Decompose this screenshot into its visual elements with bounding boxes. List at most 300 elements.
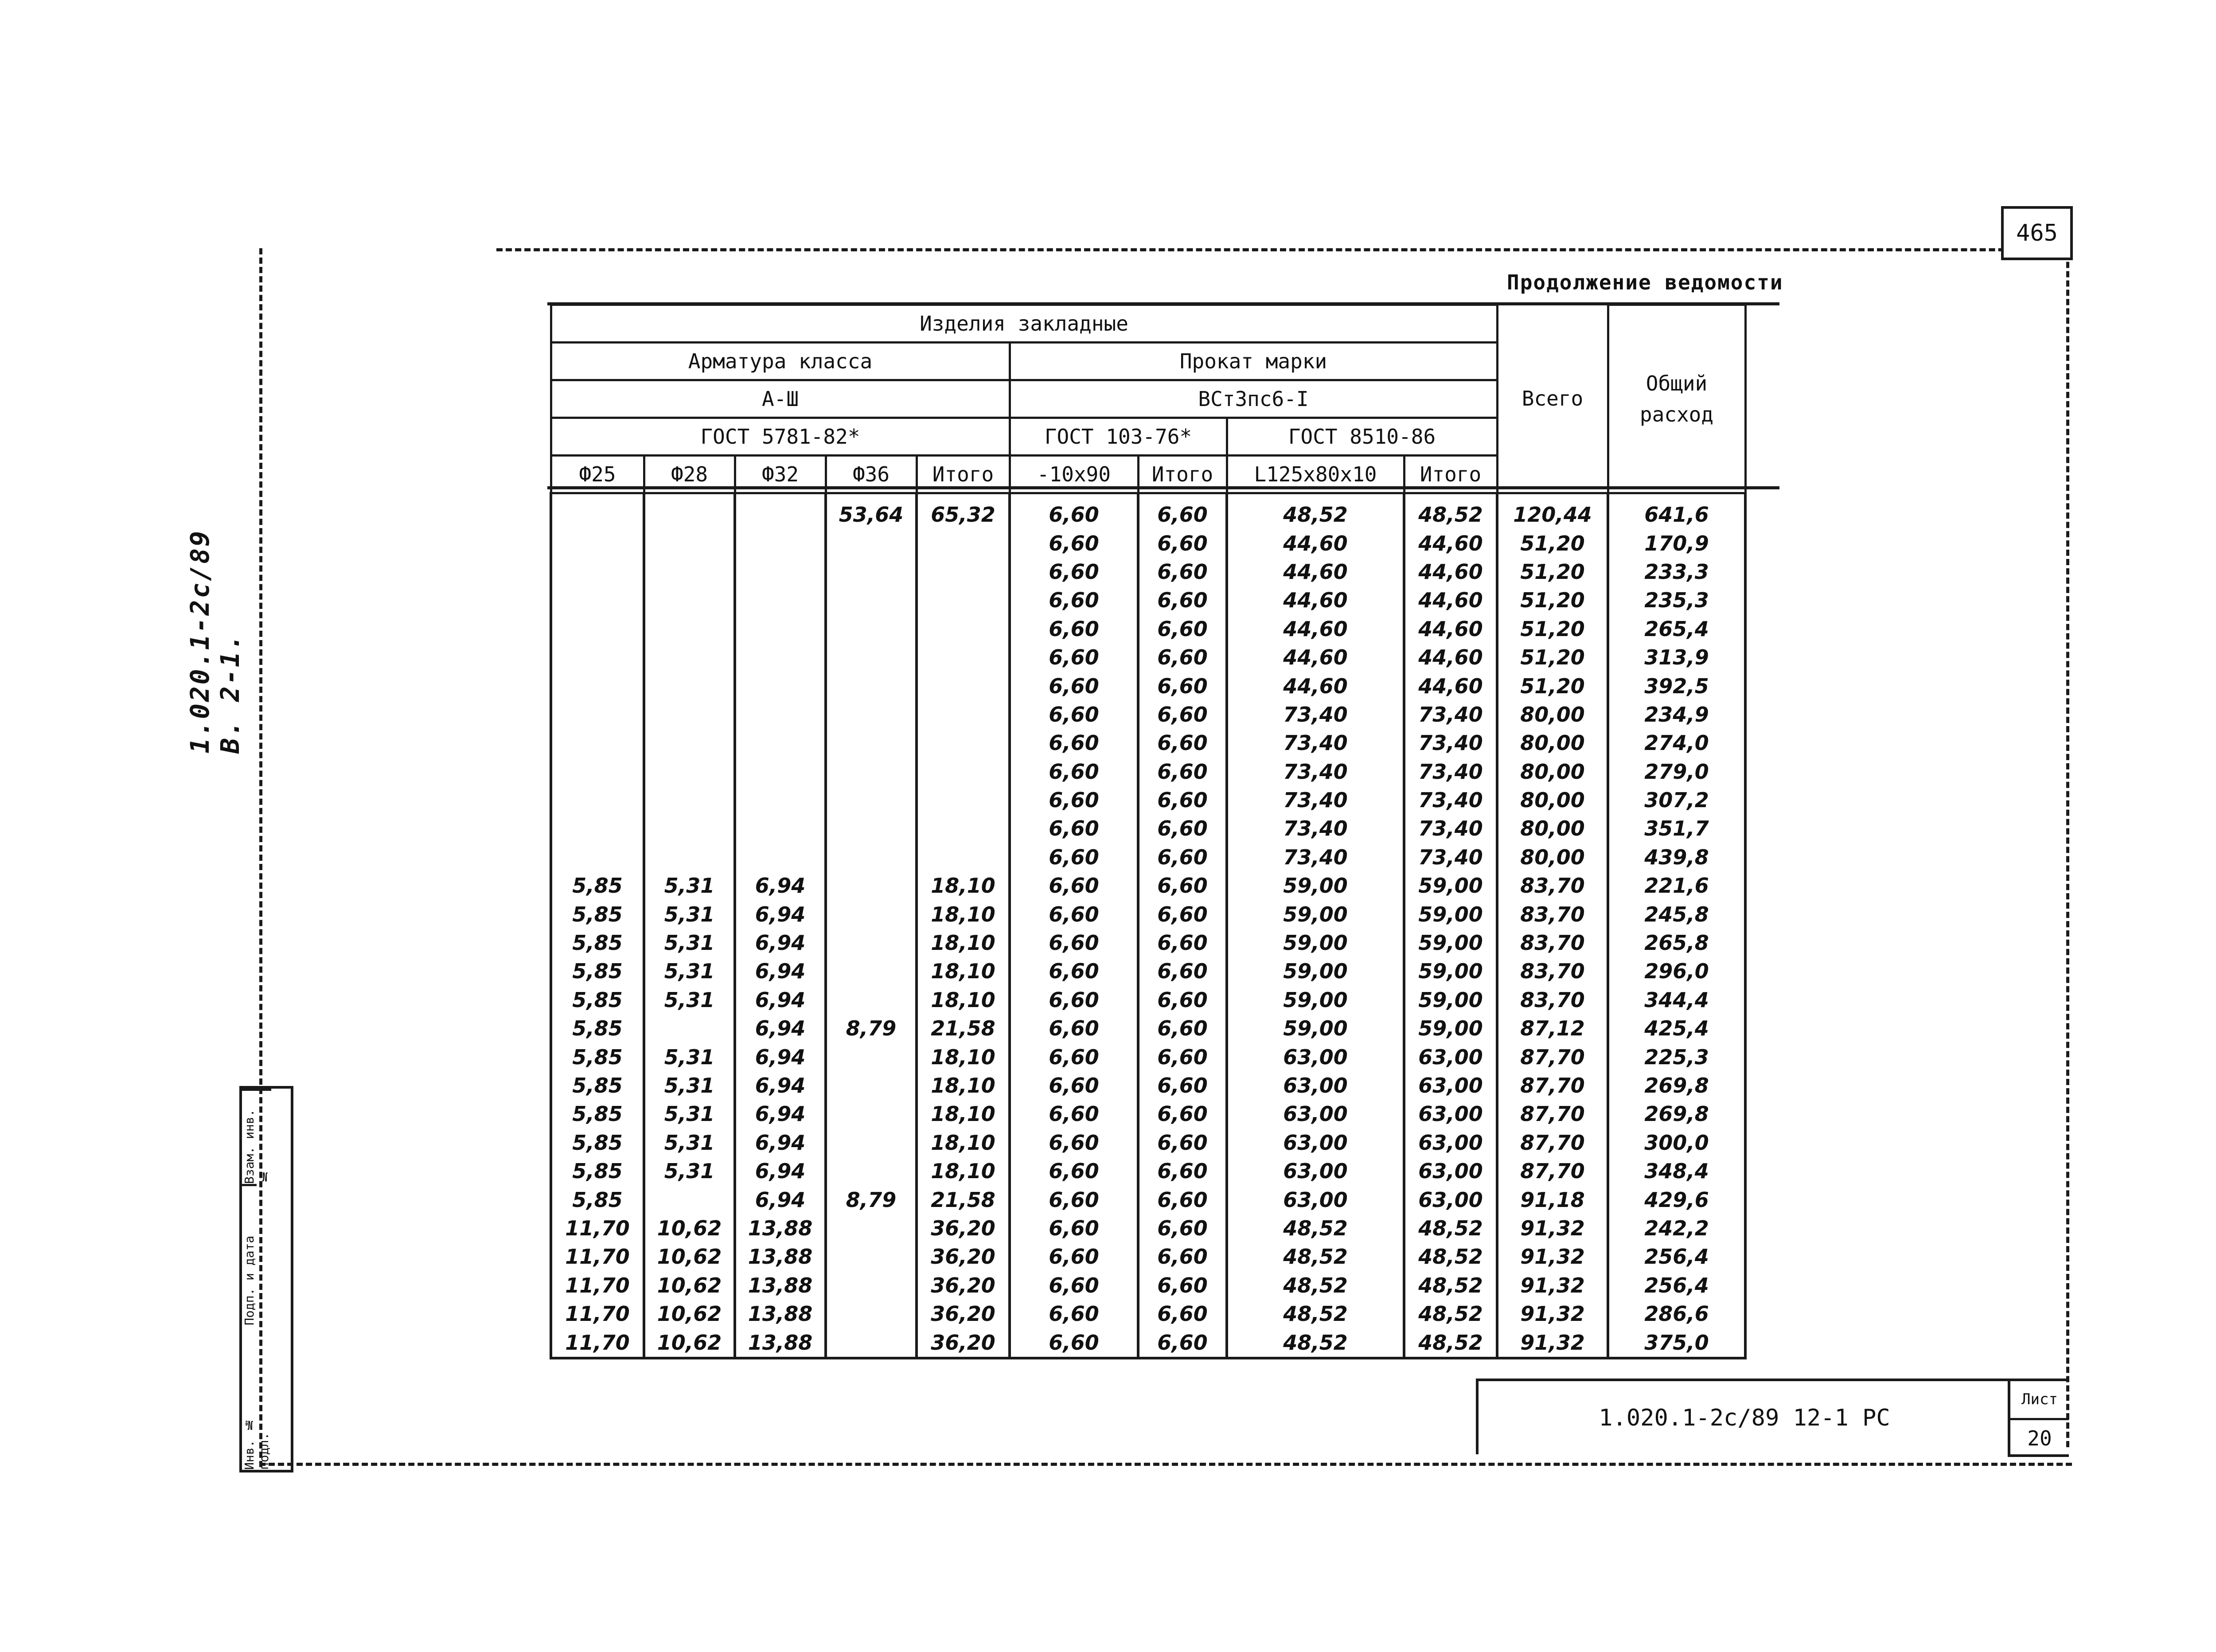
table-cell: 6,60 [1010,529,1138,557]
table-cell: 83,70 [1497,900,1608,928]
table-cell: 6,60 [1010,643,1138,672]
table-cell: 6,60 [1010,672,1138,700]
table-cell [826,615,917,643]
table-cell: 91,32 [1497,1271,1608,1300]
table-cell [917,814,1010,843]
table-cell [826,1214,917,1242]
header-overall: Общий расход [1608,305,1745,493]
table-cell: 6,60 [1138,700,1227,729]
table-cell: 6,60 [1138,1129,1227,1157]
table-cell: 245,8 [1608,900,1745,928]
table-cell: 6,60 [1138,1185,1227,1214]
table-cell: 6,60 [1138,615,1227,643]
table-cell: 48,52 [1404,1300,1497,1328]
table-cell [826,529,917,557]
table-cell: 18,10 [917,957,1010,985]
table-cell: 375,0 [1608,1328,1745,1358]
col-f32: Ф32 [735,456,826,493]
table-cell: 6,60 [1138,1014,1227,1043]
table-cell: 13,88 [735,1300,826,1328]
header-prokat-mark: ВСт3пс6-I [1010,380,1497,418]
table-cell: 48,52 [1404,1271,1497,1300]
table-cell [826,758,917,786]
table-cell: 225,3 [1608,1043,1745,1071]
table-cell: 6,60 [1138,1071,1227,1100]
table-cell: 11,70 [551,1328,644,1358]
table-cell: 51,20 [1497,558,1608,586]
table-cell: 6,60 [1138,1157,1227,1185]
table-cell: 48,52 [1404,1214,1497,1242]
table-cell: 44,60 [1404,558,1497,586]
title-block-code: 1.020.1-2с/89 12-1 РС [1476,1379,2010,1454]
table-cell: 6,60 [1010,1242,1138,1271]
col-arm-total: Итого [917,456,1010,493]
table-cell: 44,60 [1227,615,1404,643]
table-cell [644,1014,735,1043]
table-cell: 269,8 [1608,1071,1745,1100]
table-cell: 6,60 [1010,586,1138,614]
table-cell: 348,4 [1608,1157,1745,1185]
sheet-label: Лист [2010,1381,2069,1420]
table-row [551,729,1745,757]
table-cell: 5,85 [551,1185,644,1214]
table-cell [551,615,644,643]
table-cell: 6,60 [1138,957,1227,985]
document-code-vertical: 1.020.1-2с/89 В. 2-1. [185,529,245,754]
materials-table [550,304,1747,1359]
table-cell [735,643,826,672]
table-cell [644,843,735,871]
table-cell [826,672,917,700]
table-cell: 6,94 [735,1157,826,1185]
table-cell: 6,60 [1010,1129,1138,1157]
table-cell: 6,60 [1138,986,1227,1014]
table-cell: 63,00 [1404,1185,1497,1214]
table-cell: 6,60 [1010,986,1138,1014]
table-cell [644,758,735,786]
table-cell: 6,60 [1138,786,1227,814]
frame-bottom-line [259,1463,2072,1466]
table-cell: 48,52 [1404,1242,1497,1271]
table-cell: 87,70 [1497,1043,1608,1071]
table-cell: 73,40 [1227,814,1404,843]
table-cell: 6,60 [1138,843,1227,871]
table-cell: 48,52 [1227,1242,1404,1271]
table-cell: 6,60 [1138,672,1227,700]
table-cell: 91,32 [1497,1242,1608,1271]
table-cell: 63,00 [1227,1100,1404,1128]
table-cell [917,615,1010,643]
table-cell: 73,40 [1404,786,1497,814]
header-armatura-class: А-Ш [551,380,1010,418]
table-cell: 5,85 [551,986,644,1014]
table-cell [826,700,917,729]
table-cell: 221,6 [1608,871,1745,900]
table-cell: 269,8 [1608,1100,1745,1128]
table-cell [551,843,644,871]
table-cell: 83,70 [1497,986,1608,1014]
table-cell [551,558,644,586]
table-cell [826,929,917,957]
table-cell [551,758,644,786]
table-cell [826,1071,917,1100]
table-cell: 73,40 [1404,729,1497,757]
table-cell: 51,20 [1497,643,1608,672]
table-cell: 6,94 [735,900,826,928]
table-cell [917,758,1010,786]
table-cell: 59,00 [1404,957,1497,985]
table-row [551,558,1745,586]
table-cell: 91,32 [1497,1300,1608,1328]
table-cell: 63,00 [1404,1100,1497,1128]
table-cell: 351,7 [1608,814,1745,843]
col-angle-total: Итого [1404,456,1497,493]
table-cell [644,1185,735,1214]
table-cell: 36,20 [917,1328,1010,1358]
table-cell: 5,85 [551,1071,644,1100]
col-angle: L125х80х10 [1227,456,1404,493]
table-cell: 279,0 [1608,758,1745,786]
table-caption: Продолжение ведомости [1507,270,1783,294]
table-cell: 6,60 [1010,1328,1138,1358]
table-cell: 6,94 [735,929,826,957]
table-cell [735,729,826,757]
table-cell: 44,60 [1404,643,1497,672]
table-cell: 6,94 [735,1014,826,1043]
table-cell [551,643,644,672]
table-cell [826,786,917,814]
table-cell [644,586,735,614]
table-cell: 5,85 [551,871,644,900]
table-row [551,957,1745,985]
header-group: Изделия закладные [551,305,1497,343]
table-cell: 5,31 [644,1157,735,1185]
table-cell: 6,60 [1138,493,1227,529]
table-cell: 91,18 [1497,1185,1608,1214]
table-cell: 6,60 [1138,729,1227,757]
table-cell: 6,60 [1010,493,1138,529]
table-cell: 36,20 [917,1242,1010,1271]
table-cell [644,615,735,643]
table-cell: 5,31 [644,929,735,957]
table-cell [735,558,826,586]
table-cell [826,1157,917,1185]
table-cell [644,729,735,757]
table-cell: 63,00 [1404,1129,1497,1157]
header-prokat-gost2: ГОСТ 8510-86 [1227,418,1497,456]
table-cell: 87,12 [1497,1014,1608,1043]
table-cell: 5,31 [644,986,735,1014]
table-cell: 6,60 [1010,1071,1138,1100]
table-cell: 59,00 [1404,900,1497,928]
table-cell: 274,0 [1608,729,1745,757]
table-cell: 80,00 [1497,758,1608,786]
table-cell: 63,00 [1227,1157,1404,1185]
sheet-box [2008,1379,2069,1457]
table-cell: 36,20 [917,1271,1010,1300]
table-cell: 73,40 [1227,786,1404,814]
table-cell [551,786,644,814]
table-cell [826,729,917,757]
table-cell: 5,85 [551,1043,644,1071]
table-cell: 48,52 [1227,493,1404,529]
table-cell: 59,00 [1227,871,1404,900]
sheet-number: 20 [2027,1426,2052,1450]
table-cell [826,957,917,985]
table-cell: 83,70 [1497,929,1608,957]
table-row [551,843,1745,871]
table-cell: 63,00 [1404,1071,1497,1100]
table-cell: 18,10 [917,1043,1010,1071]
table-cell: 13,88 [735,1271,826,1300]
table-cell: 6,60 [1010,1100,1138,1128]
table-cell [735,814,826,843]
table-row [551,871,1745,900]
table-cell: 429,6 [1608,1185,1745,1214]
table-cell [917,643,1010,672]
table-cell: 18,10 [917,1071,1010,1100]
table-row [551,1129,1745,1157]
table-cell: 11,70 [551,1300,644,1328]
table-cell [917,729,1010,757]
table-cell: 80,00 [1497,843,1608,871]
header-armatura: Арматура класса [551,343,1010,380]
col-strip-total: Итого [1138,456,1227,493]
table-cell: 6,60 [1138,900,1227,928]
table-cell: 6,94 [735,986,826,1014]
table-cell [551,529,644,557]
table-cell: 5,31 [644,900,735,928]
table-cell: 63,00 [1227,1185,1404,1214]
table-cell: 6,94 [735,1100,826,1128]
table-cell: 8,79 [826,1185,917,1214]
table-cell: 65,32 [917,493,1010,529]
table-cell: 6,60 [1010,1014,1138,1043]
table-cell: 6,60 [1138,1328,1227,1358]
table-cell: 265,4 [1608,615,1745,643]
table-cell [826,986,917,1014]
table-cell: 6,60 [1138,871,1227,900]
table-cell [917,586,1010,614]
table-cell: 36,20 [917,1214,1010,1242]
table-cell [644,672,735,700]
table-row [551,700,1745,729]
table-row [551,493,1745,529]
table-cell: 5,31 [644,1071,735,1100]
table-cell: 6,60 [1010,615,1138,643]
table-cell: 18,10 [917,871,1010,900]
table-cell: 6,60 [1138,929,1227,957]
table-row [551,1071,1745,1100]
table-cell: 63,00 [1404,1157,1497,1185]
table-cell [826,1043,917,1071]
table-cell: 83,70 [1497,957,1608,985]
table-cell: 6,94 [735,1185,826,1214]
table-cell [917,700,1010,729]
table-cell [644,558,735,586]
table-cell: 11,70 [551,1214,644,1242]
table-cell: 6,60 [1010,1157,1138,1185]
col-f36: Ф36 [826,456,917,493]
table-cell: 10,62 [644,1214,735,1242]
table-cell: 6,60 [1138,586,1227,614]
table-cell: 48,52 [1227,1271,1404,1300]
approval-stamp [239,1086,293,1472]
table-cell: 296,0 [1608,957,1745,985]
table-cell: 6,60 [1010,843,1138,871]
table-cell [826,586,917,614]
table-cell: 59,00 [1404,986,1497,1014]
table-row [551,1157,1745,1185]
table-cell: 91,32 [1497,1214,1608,1242]
table-cell [644,786,735,814]
table-cell: 6,60 [1010,1300,1138,1328]
table-cell: 6,94 [735,957,826,985]
table-cell [826,1100,917,1128]
table-cell: 73,40 [1404,758,1497,786]
table-cell: 6,60 [1138,1242,1227,1271]
table-row [551,900,1745,928]
table-row [551,758,1745,786]
table-cell: 18,10 [917,1129,1010,1157]
table-cell: 44,60 [1404,615,1497,643]
table-cell: 5,85 [551,1100,644,1128]
table-cell: 256,4 [1608,1242,1745,1271]
table-cell: 73,40 [1227,729,1404,757]
table-cell [826,900,917,928]
table-cell: 5,31 [644,1100,735,1128]
table-cell: 59,00 [1404,1014,1497,1043]
table-cell: 18,10 [917,900,1010,928]
table-cell: 6,60 [1010,814,1138,843]
table-cell: 6,60 [1010,929,1138,957]
table-cell: 6,60 [1138,529,1227,557]
table-cell: 73,40 [1404,843,1497,871]
table-cell: 6,60 [1138,1100,1227,1128]
table-row [551,529,1745,557]
table-row [551,1300,1745,1328]
table-row [551,1043,1745,1071]
table-cell: 80,00 [1497,786,1608,814]
stamp-cell: Инв. № подл. [242,1418,271,1470]
table-cell: 53,64 [826,493,917,529]
table-cell: 51,20 [1497,615,1608,643]
table-cell: 5,85 [551,1129,644,1157]
table-cell: 6,60 [1010,1271,1138,1300]
table-cell: 5,85 [551,900,644,928]
table-cell [644,814,735,843]
table-cell: 392,5 [1608,672,1745,700]
table-cell: 265,8 [1608,929,1745,957]
table-cell [735,758,826,786]
table-row [551,1271,1745,1300]
table-cell: 51,20 [1497,586,1608,614]
table-cell [551,729,644,757]
table-cell: 8,79 [826,1014,917,1043]
table-cell: 80,00 [1497,729,1608,757]
table-cell: 6,94 [735,1071,826,1100]
col-f25: Ф25 [551,456,644,493]
table-cell: 48,52 [1404,1328,1497,1358]
table-cell: 48,52 [1404,493,1497,529]
header-prokat-gost1: ГОСТ 103-76* [1010,418,1227,456]
table-cell: 63,00 [1227,1043,1404,1071]
table-cell: 6,60 [1010,1214,1138,1242]
table-cell: 6,60 [1138,558,1227,586]
table-cell [735,786,826,814]
table-cell: 242,2 [1608,1214,1745,1242]
table-cell: 344,4 [1608,986,1745,1014]
table-cell: 13,88 [735,1242,826,1271]
table-cell: 44,60 [1404,586,1497,614]
table-cell: 18,10 [917,929,1010,957]
table-row [551,986,1745,1014]
table-row [551,786,1745,814]
table-cell: 11,70 [551,1271,644,1300]
table-cell: 59,00 [1227,900,1404,928]
table-cell [551,700,644,729]
table-cell: 59,00 [1404,929,1497,957]
table-cell: 10,62 [644,1300,735,1328]
table-cell: 6,60 [1138,814,1227,843]
table-row [551,1185,1745,1214]
table-cell [735,843,826,871]
stamp-cell: Подп. и дата [242,1184,257,1375]
table-cell: 10,62 [644,1271,735,1300]
table-row [551,672,1745,700]
col-f28: Ф28 [644,456,735,493]
table-cell: 87,70 [1497,1157,1608,1185]
table-cell: 10,62 [644,1328,735,1358]
table-cell: 5,85 [551,957,644,985]
table-cell: 5,85 [551,1014,644,1043]
table-cell: 59,00 [1227,986,1404,1014]
table-cell [826,1129,917,1157]
table-row [551,1214,1745,1242]
header-armatura-gost: ГОСТ 5781-82* [551,418,1010,456]
table-cell: 6,94 [735,871,826,900]
col-strip: -10х90 [1010,456,1138,493]
table-cell: 80,00 [1497,814,1608,843]
stamp-cell: Взам. инв. № [242,1089,271,1184]
table-cell: 300,0 [1608,1129,1745,1157]
table-cell: 87,70 [1497,1100,1608,1128]
table-cell: 63,00 [1404,1043,1497,1071]
page-number: 465 [2001,206,2073,260]
table-cell: 48,52 [1227,1214,1404,1242]
table-cell: 44,60 [1227,586,1404,614]
table-cell [644,700,735,729]
table-cell: 13,88 [735,1328,826,1358]
table-cell: 18,10 [917,1100,1010,1128]
table-cell: 5,31 [644,1043,735,1071]
table-cell [735,700,826,729]
table-cell: 235,3 [1608,586,1745,614]
table-cell [826,1242,917,1271]
table-cell: 6,60 [1010,786,1138,814]
table-cell: 87,70 [1497,1129,1608,1157]
table-cell: 6,60 [1138,1271,1227,1300]
table-cell: 51,20 [1497,529,1608,557]
table-cell: 59,00 [1404,871,1497,900]
table-cell: 6,60 [1010,729,1138,757]
table-cell: 59,00 [1227,929,1404,957]
table-cell: 21,58 [917,1185,1010,1214]
table-cell: 313,9 [1608,643,1745,672]
table-cell [917,843,1010,871]
table-cell [735,615,826,643]
table-cell: 6,60 [1010,1185,1138,1214]
